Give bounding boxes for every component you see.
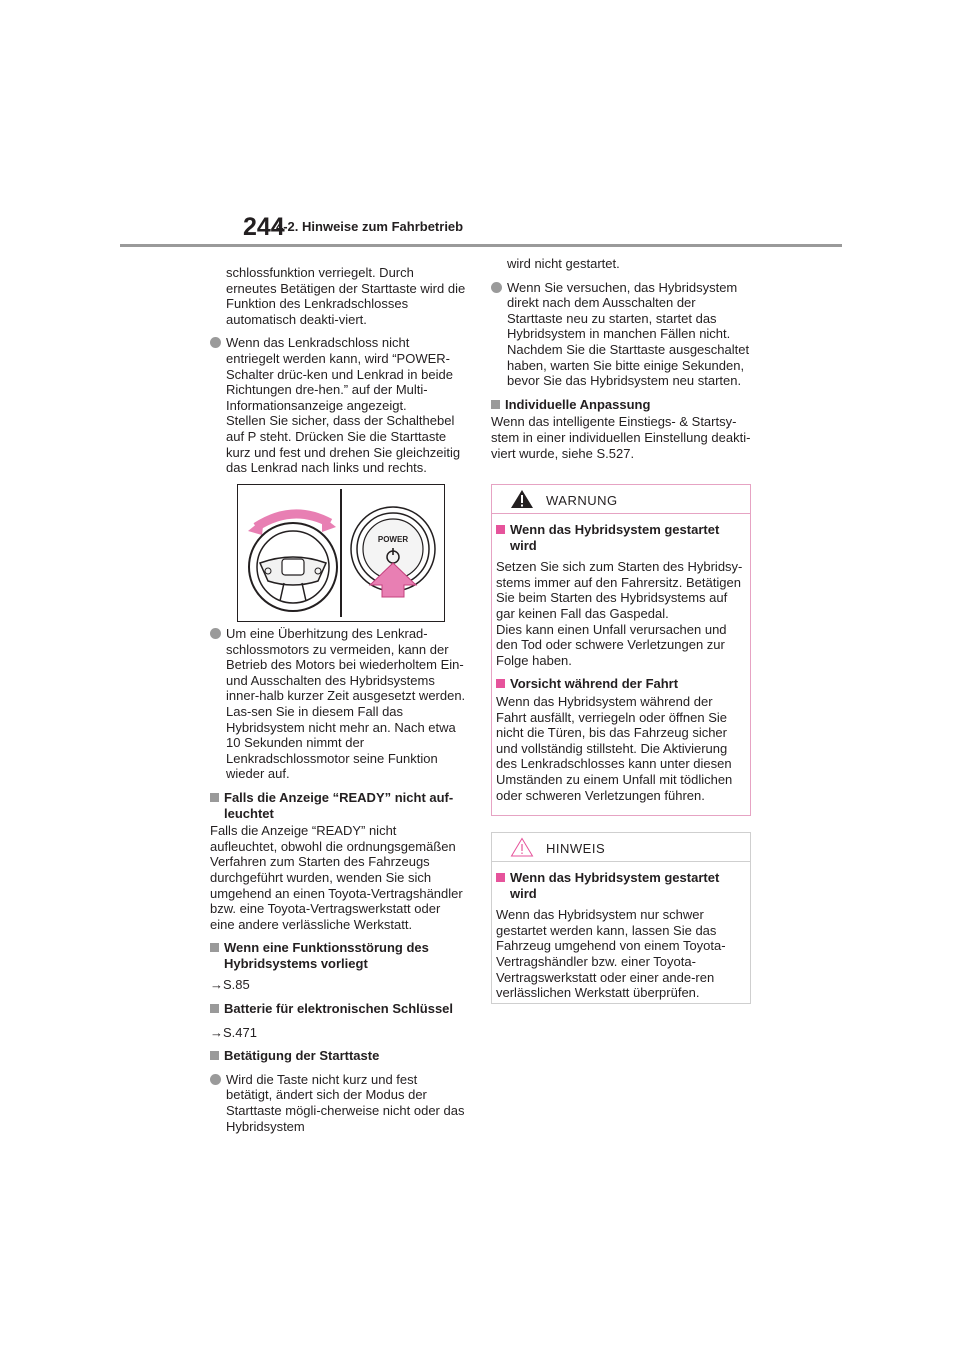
bullet-dot-icon xyxy=(491,282,502,293)
square-bullet-icon xyxy=(210,793,219,802)
square-bullet-icon xyxy=(210,1051,219,1060)
left-column-lower xyxy=(210,626,466,1142)
left-ref-1: →S.85 xyxy=(210,977,250,993)
left-heading-3 xyxy=(210,1001,466,1017)
left-heading-2-text: Wenn eine Funktionsstörung des Hybridsystems vorliegt xyxy=(224,940,429,971)
warning-header xyxy=(492,485,750,514)
left-heading-4-text: Betätigung der Starttaste xyxy=(224,1048,380,1064)
bullet-dot-icon xyxy=(210,337,221,348)
warning-paragraph-2: Wenn das Hybridsystem während der Fahrt ausfällt, verriegeln oder öffnen Sie nicht die Türen, bis das Fahrzeug sicher und vollständig stillsteht. Die Aktivierung des Lenkradschlosses kann unter diesen Umständen zu einem Unfall mit tödlichen oder schweren Verletzungen führen. xyxy=(496,693,733,803)
note-heading-1 xyxy=(496,870,744,901)
warning-title: WARNUNG xyxy=(546,493,618,508)
left-bullet-1-text-b: Stellen Sie sicher, dass der Schalthebel auf P steht. Drücken Sie die Starttaste kurz und fest und drehen Sie gleichzeitig das Lenkrad nach links und rechts. xyxy=(226,413,461,476)
square-bullet-icon xyxy=(496,525,505,534)
right-bullet-1-text: Wenn Sie versuchen, das Hybridsystem direkt nach dem Ausschalten der Starttaste neu zu starten, startet das Hybridsystem in manchen Fällen nicht. Nachdem Sie die Starttaste ausgeschaltet haben, warten Sie bitte einige Sekunden, bevor Sie das Hybridsystem neu starten. xyxy=(507,279,750,389)
note-heading-1-text: Wenn das Hybridsystem gestartet wird xyxy=(510,870,720,901)
page-number: 244 xyxy=(243,213,285,241)
note-box xyxy=(491,832,751,1004)
warning-triangle-icon xyxy=(510,489,534,509)
bullet-dot-icon xyxy=(210,628,221,639)
left-heading-1-text: Falls die Anzeige “READY” nicht auf-leuchtet xyxy=(224,789,454,821)
warning-paragraph-1b: Dies kann einen Unfall verursachen und den Tod oder schwere Verletzungen zur Folge haben. xyxy=(496,621,727,668)
right-paragraph-2: Wenn das intelligente Einstiegs- & Startsy-stem in einer individuellen Einstellung deakti-viert wurde, siehe S.527. xyxy=(491,414,751,461)
page-header xyxy=(0,0,960,250)
left-heading-4 xyxy=(210,1048,466,1064)
left-bullet-1-text: Wenn das Lenkradschloss nicht entriegelt werden kann, wird “POWER-Schalter drüc-ken und Lenkrad in beide Richtungen dre-hen.” auf der Multi-Informationsanzeige angezeigt. xyxy=(226,335,453,413)
right-bullet-1 xyxy=(491,280,753,389)
square-bullet-icon xyxy=(496,873,505,882)
warning-paragraph-1: Setzen Sie sich zum Starten des Hybridsy-stems immer auf den Fahrersitz. Betätigen Sie beim Starten des Hybridsystems auf gar keinen Fall das Gaspedal. xyxy=(496,559,743,621)
left-bullet-3 xyxy=(210,1072,466,1134)
note-title: HINWEIS xyxy=(546,841,606,856)
right-heading-1 xyxy=(491,397,753,413)
left-heading-2 xyxy=(210,940,466,971)
right-paragraph-1: wird nicht gestartet. xyxy=(507,256,620,271)
left-heading-3-text: Batterie für elektronischen Schlüssel xyxy=(224,1001,454,1017)
left-bullet-1 xyxy=(210,335,466,475)
warning-heading-1 xyxy=(496,522,744,553)
note-header xyxy=(492,833,750,862)
square-bullet-icon xyxy=(210,1004,219,1013)
bullet-dot-icon xyxy=(210,1074,221,1085)
warning-box xyxy=(491,484,751,816)
left-heading-1 xyxy=(210,790,466,821)
left-bullet-2-text: Um eine Überhitzung des Lenkrad-schlossmotors zu vermeiden, kann der Betrieb des Motors bei wiederholtem Ein- und Ausschalten des Hybridsystems inner-halb kurzer Zeit ausgesetzt werden. Las-sen Sie in diesem Fall das Hybridsystem nicht mehr an. Nach etwa 10 Sekunden nimmt der Lenkradschlossmotor seine Funktion wieder auf. xyxy=(226,626,466,782)
warning-body xyxy=(492,514,750,803)
note-paragraph-1: Wenn das Hybridsystem nur schwer gestartet werden kann, lassen Sie das Fahrzeug umgehend von einem Toyota-Vertragshändler bzw. einer Toyota-Vertragswerkstatt oder einer ande-ren verlässlichen Werkstatt überprüfen. xyxy=(496,907,726,1001)
left-paragraph-1: schlossfunktion verriegelt. Durch erneutes Betätigen der Starttaste wird die Funktion des Lenkradschlosses automatisch deakti-viert. xyxy=(226,265,466,327)
left-paragraph-2: Falls die Anzeige “READY” nicht aufleuchtet, obwohl die ordnungsgemäßen Verfahren zum Starten des Fahrzeugs durchgeführt wurden, wenden Sie sich umgehend an einen Toyota-Vertragshändler bzw. eine Toyota-Vertragswerkstatt oder eine andere verlässliche Werkstatt. xyxy=(210,823,463,932)
caution-triangle-icon xyxy=(510,837,534,857)
right-column xyxy=(491,256,753,469)
header-rule xyxy=(120,244,842,247)
warning-heading-1-text: Wenn das Hybridsystem gestartet wird xyxy=(510,522,720,553)
square-bullet-icon xyxy=(491,400,500,409)
warning-heading-2-text: Vorsicht während der Fahrt xyxy=(510,676,679,692)
right-heading-1-text: Individuelle Anpassung xyxy=(505,396,651,412)
left-bullet-2 xyxy=(210,626,466,782)
power-button-label: POWER xyxy=(377,535,409,544)
section-title: 4-2. Hinweise zum Fahrbetrieb xyxy=(276,219,464,234)
steering-wheel-illustration-icon xyxy=(238,485,444,621)
square-bullet-icon xyxy=(496,679,505,688)
warning-heading-2 xyxy=(496,676,744,692)
note-body xyxy=(492,862,750,1001)
square-bullet-icon xyxy=(210,943,219,952)
left-column xyxy=(210,265,466,484)
left-bullet-3-text: Wird die Taste nicht kurz und fest betätigt, ändert sich der Modus der Starttaste mögli-cherweise nicht oder das Hybridsystem xyxy=(226,1071,465,1134)
left-ref-2: →S.471 xyxy=(210,1024,257,1040)
steering-power-figure xyxy=(237,484,445,622)
